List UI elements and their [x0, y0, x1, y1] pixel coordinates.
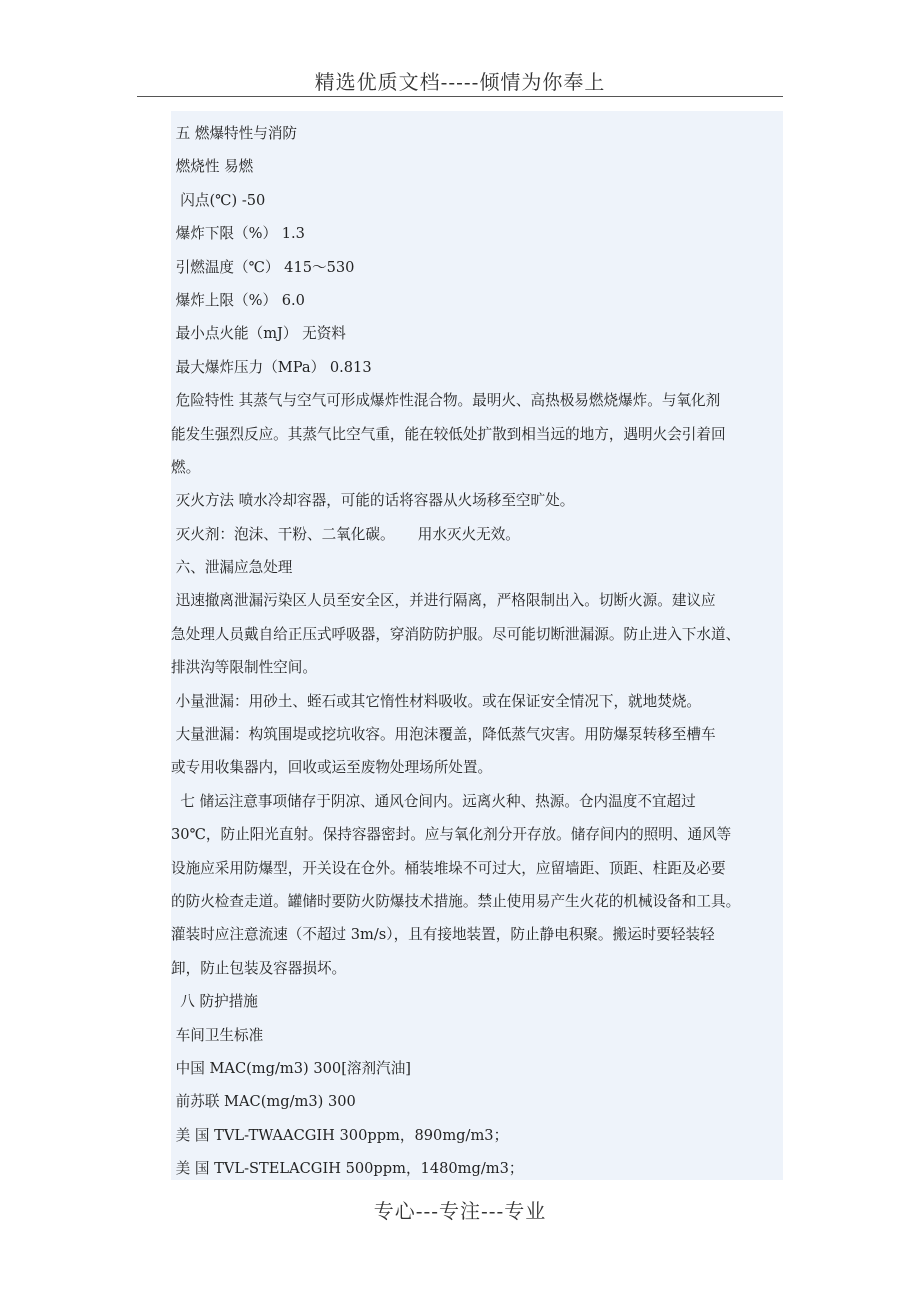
section-title-protection: 八 防护措施: [171, 993, 258, 1011]
text-line: 闪点(℃) -50: [171, 191, 266, 209]
section-title-storage: 七 储运注意事项储存于阴凉、通风仓间内。远离火种、热源。仓内温度不宜超过: [171, 792, 696, 810]
text-line: 灭火方法 喷水冷却容器，可能的话将容器从火场移至空旷处。: [171, 492, 575, 510]
text-line: 的防火检查走道。罐储时要防火防爆技术措施。禁止使用易产生火花的机械设备和工具。: [171, 892, 741, 910]
text-line: 危险特性 其蒸气与空气可形成爆炸性混合物。最明火、高热极易燃烧爆炸。与氧化剂: [171, 392, 721, 410]
text-line: 灌装时应注意流速（不超过 3m/s），且有接地装置，防止静电积聚。搬运时要轻装轻: [171, 926, 715, 944]
text-line: 灭火剂：泡沫、干粉、二氧化碳。 用水灭火无效。: [171, 525, 520, 543]
text-line: 燃烧性 易燃: [171, 158, 254, 176]
text-line: 小量泄漏：用砂土、蛭石或其它惰性材料吸收。或在保证安全情况下，就地焚烧。: [171, 692, 702, 710]
text-line: 引燃温度（℃） 415～530: [171, 258, 355, 276]
text-line: 大量泄漏：构筑围堤或挖坑收容。用泡沫覆盖，降低蒸气灾害。用防爆泵转移至槽车: [171, 726, 716, 744]
text-line: 最小点火能（mJ） 无资料: [171, 325, 346, 343]
text-line: 急处理人员戴自给正压式呼吸器，穿消防防护服。尽可能切断泄漏源。防止进入下水道、: [171, 625, 741, 643]
text-line: 能发生强烈反应。其蒸气比空气重，能在较低处扩散到相当远的地方，遇明火会引着回: [171, 425, 726, 443]
section-title-fire-explosion: 五 燃爆特性与消防: [171, 125, 298, 142]
text-line: 美 国 TVL-STELACGIH 500ppm，1480mg/m3；: [171, 1160, 524, 1178]
text-line: 卸，防止包装及容器损坏。: [171, 959, 347, 977]
text-line: 爆炸上限（%） 6.0: [171, 291, 305, 309]
text-line: 排洪沟等限制性空间。: [171, 659, 317, 677]
text-line: 美 国 TVL-TWAACGIH 300ppm，890mg/m3；: [171, 1126, 509, 1144]
document-body: [171, 111, 783, 1180]
text-line: 前苏联 MAC(mg/m3) 300: [171, 1093, 356, 1111]
text-line: 迅速撤离泄漏污染区人员至安全区，并进行隔离，严格限制出入。切断火源。建议应: [171, 592, 716, 610]
text-line: 爆炸下限（%） 1.3: [171, 225, 305, 243]
text-line: 车间卫生标准: [171, 1026, 264, 1044]
text-line: 最大爆炸压力（MPa） 0.813: [171, 358, 372, 376]
text-line: 燃。: [171, 458, 201, 476]
header-divider: [137, 96, 783, 97]
page-footer: 专心---专注---专业: [373, 1199, 547, 1223]
text-line: 设施应采用防爆型，开关设在仓外。桶装堆垛不可过大，应留墙距、顶距、柱距及必要: [171, 859, 726, 877]
text-line: 30℃，防止阳光直射。保持容器密封。应与氧化剂分开存放。储存间内的照明、通风等: [171, 826, 732, 844]
text-line: 中国 MAC(mg/m3) 300[溶剂汽油]: [171, 1059, 411, 1077]
section-title-leak-response: 六、泄漏应急处理: [171, 559, 293, 577]
page-header: 精选优质文档-----倾情为你奉上: [314, 70, 606, 94]
text-line: 或专用收集器内，回收或运至废物处理场所处置。: [171, 759, 493, 777]
